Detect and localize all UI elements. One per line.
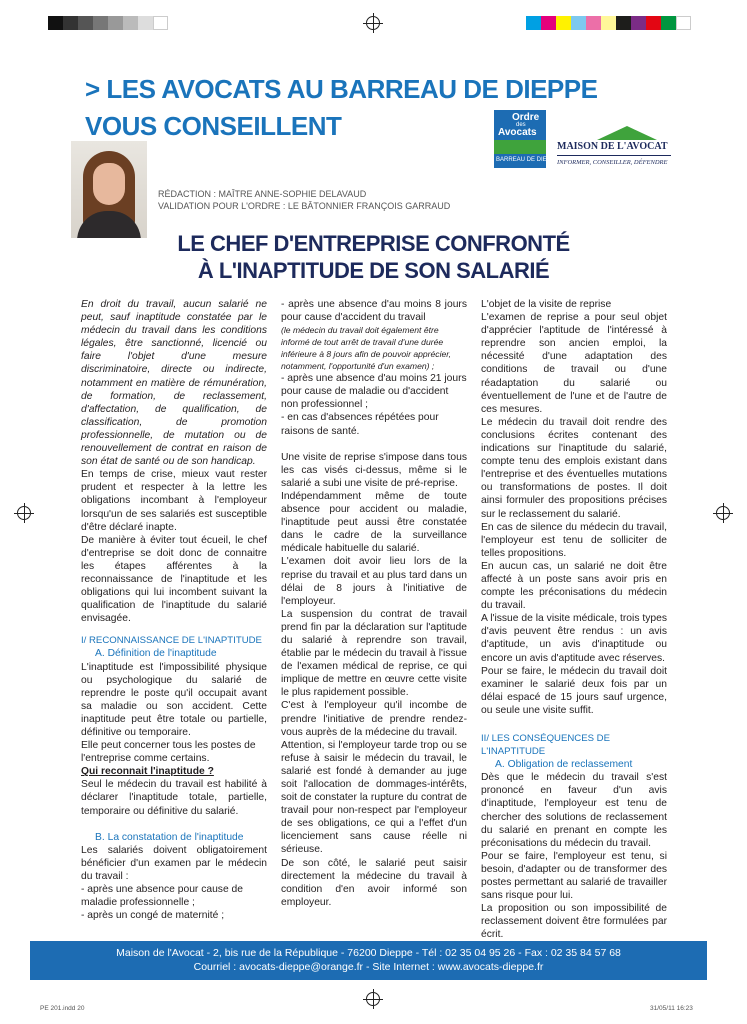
logo-maison-name: MAISON DE L'AVOCAT <box>557 141 668 152</box>
subsection-heading-b: B. La constatation de l'inaptitude <box>95 831 244 843</box>
house-roof-icon <box>597 126 657 140</box>
subsection-heading-a: A. Définition de l'inaptitude <box>95 648 217 660</box>
list-note: (le médecin du travail doit également être informé de tout arrêt de travail d'une durée inférieure à 8 jours afin de pouvoir apprécier, notamment, l'opportunité d'un examen) ; <box>281 325 452 372</box>
logo-ordre-text: Ordre <box>512 112 540 123</box>
ordre-des-avocats-logo <box>494 110 559 168</box>
visite-heading: L'objet de la visite de reprise <box>481 299 612 310</box>
subsection-heading-reclassement: A. Obligation de reclassement <box>495 759 633 771</box>
paragraph: Indépendamment même de toute absence pour accident ou maladie, l'inaptitude peut aussi être constatée dans le cadre de la surveillance médicale habituelle du salarié. <box>281 490 467 555</box>
section-heading-2: II/ LES CONSÉQUENCES DE L'INAPTITUDE <box>481 733 611 758</box>
footer-address: Maison de l'Avocat - 2, bis rue de la République - 76200 Dieppe - Tél : 02 35 04 95 26 - Fax : 02 35 84 57 68 <box>116 947 621 959</box>
paragraph: L'examen de reprise a pour seul objet d'apprécier l'aptitude de l'intéressé à reprendre son ancien emploi, la nécessité d'une adaptation des conditions de travail ou d'une réadaptation du salarié ou éventuellement de l'une et de l'autre de ces mesures. <box>481 312 667 415</box>
crosshair-top-icon <box>366 16 380 30</box>
paragraph: C'est à l'employeur qu'il incombe de prendre l'initiative de prendre rendez-vous auprès de la médecine du travail. <box>281 700 467 738</box>
paragraph: En aucun cas, un salarié ne doit être affecté à un poste sans avoir pris en compte les préconisations du médecin du travail. <box>481 560 667 612</box>
paragraph: Pour se faire, l'employeur est tenu, si besoin, d'adapter ou de transformer des postes permettant au salarié de travailler sans risque pour lui. <box>481 850 668 902</box>
crosshair-left-icon <box>17 506 31 520</box>
article-headline-line1: LE CHEF D'ENTREPRISE CONFRONTÉ <box>177 231 570 256</box>
print-slug-left: PE 201.indd 20 <box>40 1005 85 1012</box>
paragraph: La proposition ou son impossibilité de reclassement doivent être formulées par écrit. <box>481 903 667 941</box>
paragraph: De son côté, le salarié peut saisir directement la médecine du travail à condition d'en avoir informé son employeur. <box>281 857 467 908</box>
page-title-line2: VOUS CONSEILLENT <box>85 111 342 141</box>
logo-des-text: des <box>516 122 526 128</box>
logo-maison-tagline: INFORMER, CONSEILLER, DÉFENDRE <box>557 159 668 166</box>
list-item: - après une absence d'au moins 8 jours pour cause d'accident du travail <box>281 299 467 324</box>
article-column-3 <box>481 298 667 942</box>
paragraph: Seul le médecin du travail est habilité à déclarer l'inaptitude totale, partielle, temporaire ou définitive du salarié. <box>81 779 267 817</box>
paragraph: Une visite de reprise s'impose dans tous les cas visés ci-dessus, même si le salarié a subi une visite de pré-reprise. <box>281 451 467 489</box>
logo-barreau-text: BARREAU DE DIEPPE <box>496 157 559 163</box>
paragraph: Les salariés doivent obligatoirement bénéficier d'un examen par le médecin du travail : <box>81 844 267 882</box>
section-heading-1: I/ RECONNAISSANCE DE L'INAPTITUDE <box>81 635 262 647</box>
paragraph: L'examen doit avoir lieu lors de la reprise du travail et au plus tard dans un délai de 8 jours à l'initiative de l'employeur. <box>281 556 467 607</box>
paragraph: En temps de crise, mieux vaut rester prudent et respecter à la lettre les obligations incombant à l'employeur lorsqu'un de ses salariés est susceptible d'être déclaré inapte. <box>81 469 267 533</box>
author-photo <box>71 141 147 238</box>
paragraph: La suspension du contrat de travail prend fin par la déclaration sur l'aptitude du salarié à reprendre son travail, établie par le médecin du travail à l'issue de l'examen médical de reprise, ce qui implique de mettre en œuvre cette visite le plus rapidement possible. <box>281 608 467 699</box>
paragraph: Le médecin du travail doit rendre des conclusions écrites contenant des indications sur l'inaptitude du salarié, compte tenu des emplois existant dans l'entreprise et des éventuelles mutations ou transformations de postes. Il doit ainsi formuler des propositions précises sur le reclassement du salarié. <box>481 416 667 520</box>
paragraph: Dès que le médecin du travail s'est prononcé en faveur d'un avis d'inaptitude, l'employeur est tenu de chercher des solutions de reclassement du salarié en prenant en compte les préconisations du médecin du travail. <box>481 772 667 849</box>
logo-rule <box>557 155 671 156</box>
article-column-1 <box>81 298 267 922</box>
footer-contact: Courriel : avocats-dieppe@orange.fr - Site Internet : www.avocats-dieppe.fr <box>193 961 544 973</box>
article-column-2 <box>281 298 467 909</box>
page-title-line1: > LES AVOCATS AU BARREAU DE DIEPPE <box>85 74 598 104</box>
list-item: - après une absence d'au moins 21 jours pour cause de maladie ou d'accident non professionnel ; <box>281 373 467 411</box>
paragraph: En cas de silence du médecin du travail, l'employeur est tenu de solliciter de telles propositions. <box>481 521 667 559</box>
logo-green-strip <box>494 140 546 154</box>
paragraph: L'inaptitude est l'impossibilité physique ou psychologique du salarié de reprendre le poste qu'il occupait avant sa maladie ou son accident. Cette inaptitude peut être totale ou partielle, définitive ou temporaire. <box>81 661 267 738</box>
paragraph: Pour se faire, le médecin du travail doit examiner le salarié deux fois par un délai espacé de 15 jours sauf urgence, ou seule une visite suffit. <box>481 665 667 716</box>
article-headline-line2: À L'INAPTITUDE DE SON SALARIÉ <box>197 258 550 283</box>
paragraph: De manière à éviter tout écueil, le chef d'entreprise se doit donc de connaitre les étapes afférentes à la reconnaissance de l'inaptitude et les obligations qui lui incombent suivant la qualification de l'inaptitude du salarié envisagée. <box>81 534 267 625</box>
paragraph: A l'issue de la visite médicale, trois types d'avis peuvent être rendus : un avis d'aptitude, un avis d'inaptitude ou encore un avis d'aptitude avec réserves. <box>481 613 667 664</box>
crosshair-right-icon <box>716 506 730 520</box>
contact-footer <box>30 941 707 980</box>
intro-paragraph: En droit du travail, aucun salarié ne peut, sauf inaptitude constatée par le médecin du travail dans les conditions légales, être sanctionné, licencié ou faire l'objet d'une mesure discriminatoire, directe ou indirecte, notamment en matière de rémunération, de formation, de reclassement, d'affectation, de qualification, de classification, de promotion professionnelle, de mutation ou de renouvellement de contrat en raison de son état de santé ou de son handicap. <box>81 299 267 468</box>
list-item: - en cas d'absences répétées pour raisons de santé. <box>281 412 439 437</box>
paragraph: Attention, si l'employeur tarde trop ou se refuse à saisir le médecin du travail, le salarié est fondé à demander au juge soit l'allocation de dommages-intérêts, soit de constater la rupture du contrat de travail pour non-respect par l'employeur de ses obligations, ce qui a l'effet d'un licenciement sans cause réelle ni sérieuse. <box>281 739 467 856</box>
logo-avocats-text: Avocats <box>498 127 537 138</box>
maison-de-l-avocat-logo <box>555 126 675 172</box>
print-slug-right: 31/05/11 16:23 <box>650 1005 693 1012</box>
registration-bar-grey <box>48 16 168 30</box>
question-heading: Qui reconnait l'inaptitude ? <box>81 766 214 778</box>
paragraph: Elle peut concerner tous les postes de l'entreprise comme certains. <box>81 740 256 765</box>
crosshair-bottom-icon <box>366 992 380 1006</box>
registration-bar-color <box>526 16 691 30</box>
list-item: - après un congé de maternité ; <box>81 910 225 922</box>
credit-validation: VALIDATION POUR L'ORDRE : LE BÂTONNIER FRANÇOIS GARRAUD <box>158 201 451 211</box>
credit-redaction: RÉDACTION : MAÎTRE ANNE-SOPHIE DELAVAUD <box>158 189 367 199</box>
list-item: - après une absence pour cause de maladie professionnelle ; <box>81 884 243 909</box>
